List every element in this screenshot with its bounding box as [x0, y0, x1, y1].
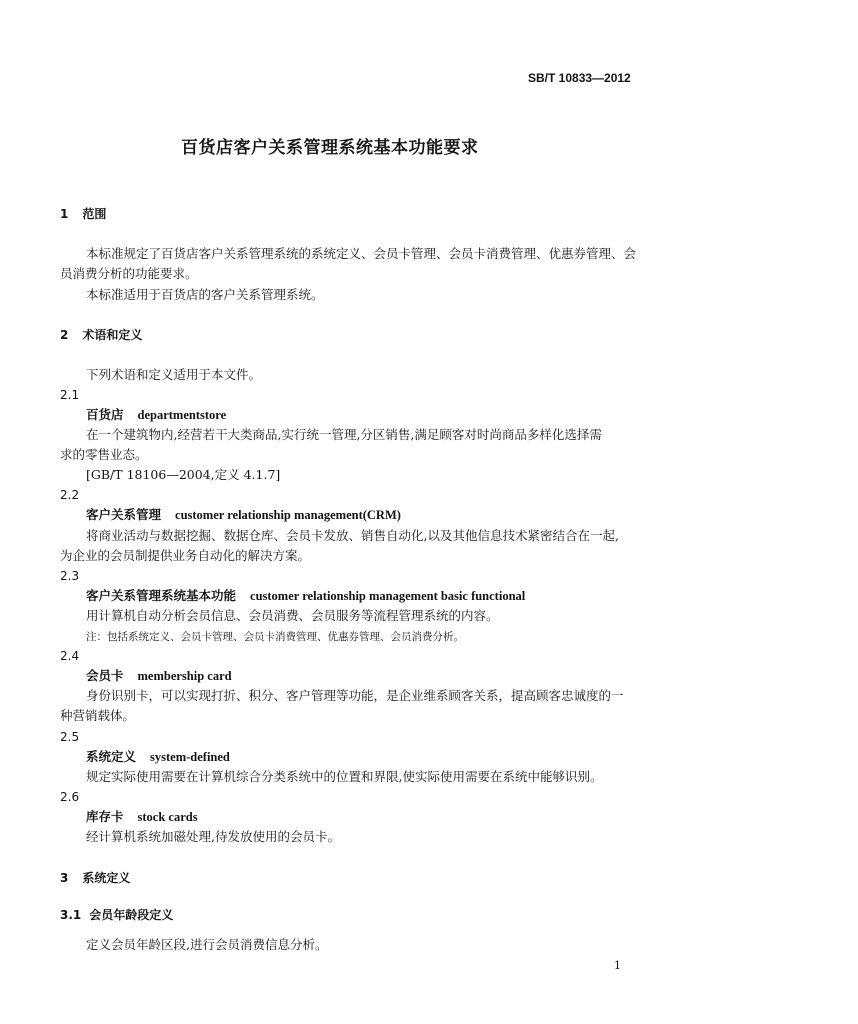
section-title: 系统定义: [82, 871, 131, 885]
paragraph-line: 定义会员年龄区段,进行会员消费信息分析。: [86, 937, 328, 952]
definition-line: 种营销载体。: [60, 708, 136, 723]
reference: [GB/T 18106—2004,定义 4.1.7]: [86, 467, 281, 482]
term-heading: [86, 588, 525, 604]
section-title: 术语和定义: [82, 328, 143, 342]
definition-line: 在一个建筑物内,经营若干大类商品,实行统一管理,分区销售,满足顾客对时尚商品多样化选择需: [86, 427, 602, 442]
term-cn: 会员卡: [86, 668, 124, 683]
page-number: 1: [614, 959, 621, 972]
term-en: customer relationship management basic functional: [250, 589, 526, 603]
paragraph-line: 本标准适用于百货店的客户关系管理系统。: [86, 287, 324, 302]
paragraph-line: 本标准规定了百货店客户关系管理系统的系统定义、会员卡管理、会员卡消费管理、优惠券管理、会: [86, 246, 637, 261]
term-cn: 库存卡: [86, 809, 124, 824]
definition-line: 求的零售业态。: [60, 447, 148, 462]
term-en: system-defined: [150, 750, 230, 764]
term-number: 2.5: [60, 730, 80, 744]
term-en: departmentstore: [137, 408, 227, 422]
section-1-heading: [60, 206, 106, 222]
term-number: 2.1: [60, 388, 80, 402]
section-2-heading: [60, 327, 142, 343]
term-cn: 百货店: [86, 407, 124, 422]
definition-line: 规定实际使用需要在计算机综合分类系统中的位置和界限,使实际使用需要在系统中能够识别。: [86, 769, 603, 784]
standard-code: SB/T 10833—2012: [528, 71, 631, 85]
term-en: customer relationship management(CRM): [175, 508, 401, 522]
section-number: 2: [60, 328, 69, 342]
term-cn: 系统定义: [86, 749, 137, 764]
term-number: 2.2: [60, 488, 80, 502]
term-cn: 客户关系管理系统基本功能: [86, 588, 237, 603]
term-heading: [86, 507, 401, 523]
term-heading: [86, 809, 198, 825]
paragraph-line: 员消费分析的功能要求。: [60, 266, 198, 281]
term-heading: [86, 668, 232, 684]
subsection-number: 3.1: [60, 908, 82, 922]
definition-line: 经计算机系统加磁处理,待发放使用的会员卡。: [86, 829, 340, 844]
section-title: 范围: [82, 207, 107, 221]
note-line: 注：包括系统定义、会员卡管理、会员卡消费管理、优惠券管理、会员消费分析。: [86, 631, 464, 643]
term-number: 2.6: [60, 790, 80, 804]
section-number: 1: [60, 207, 69, 221]
paragraph-line: 下列术语和定义适用于本文件。: [86, 367, 262, 382]
section-3-heading: [60, 870, 130, 886]
term-en: membership card: [137, 669, 232, 683]
term-heading: [86, 407, 226, 423]
term-number: 2.4: [60, 649, 80, 663]
subsection-title: 会员年龄段定义: [89, 908, 174, 922]
term-en: stock cards: [137, 810, 198, 824]
document-title: 百货店客户关系管理系统基本功能要求: [181, 138, 479, 158]
definition-line: 用计算机自动分析会员信息、会员消费、会员服务等流程管理系统的内容。: [86, 608, 499, 623]
definition-line: 身份识别卡，可以实现打折、积分、客户管理等功能，是企业维系顾客关系，提高顾客忠诚度的一: [86, 688, 624, 703]
term-number: 2.3: [60, 569, 80, 583]
subsection-3-1-heading: [60, 907, 173, 923]
definition-line: 为企业的会员制提供业务自动化的解决方案。: [60, 548, 311, 563]
term-cn: 客户关系管理: [86, 507, 162, 522]
definition-line: 将商业活动与数据挖掘、数据仓库、会员卡发放、销售自动化,以及其他信息技术紧密结合在一起,: [86, 528, 619, 543]
term-heading: [86, 749, 230, 765]
section-number: 3: [60, 871, 69, 885]
